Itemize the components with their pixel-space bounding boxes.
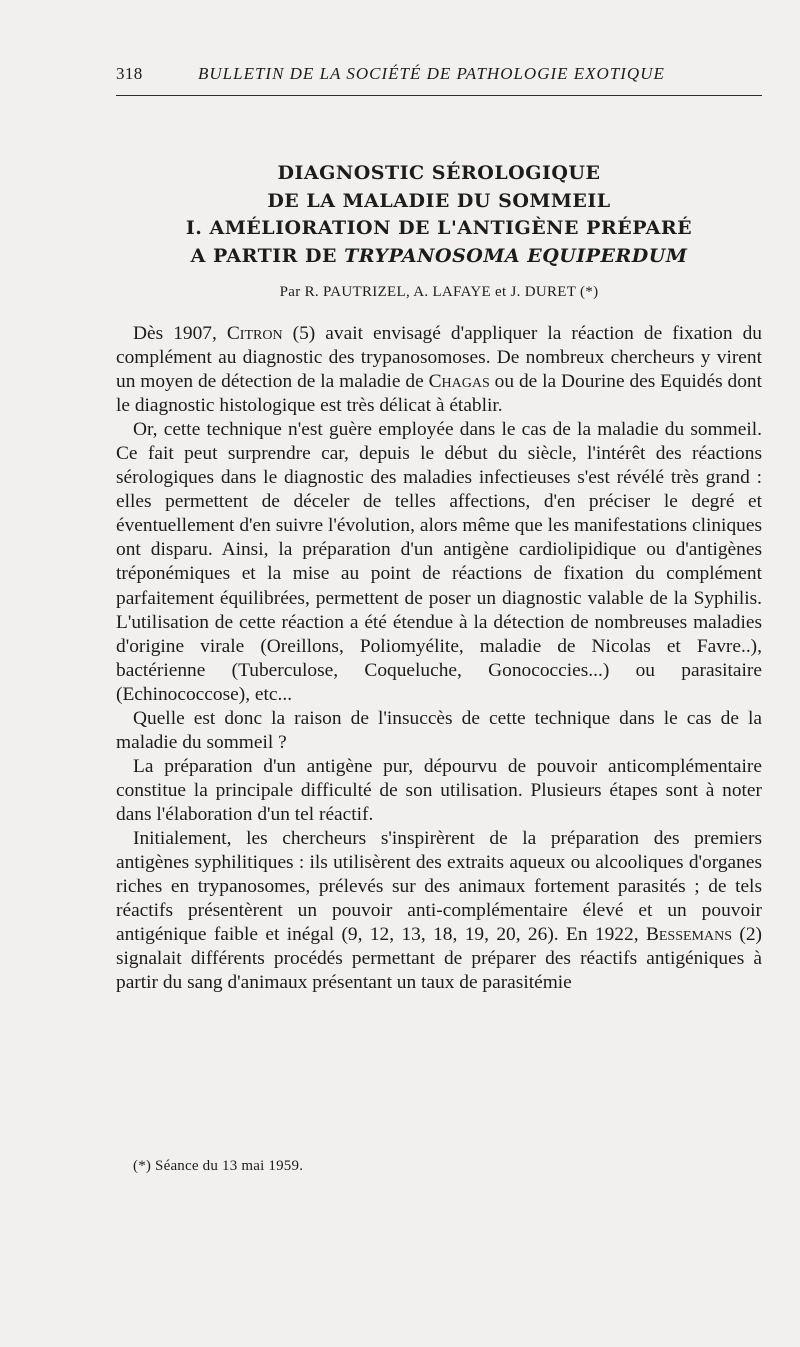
author-name-citron: Citron	[226, 323, 283, 344]
paragraph-5-text-a: Initialement, les chercheurs s'inspirèrent de la préparation des premiers antigènes syphilitiques : ils utilisèrent des extraits aqueux ou alcooliques d'organes riches en trypanosomes, prélevés sur des animaux fortement parasités ; de tels réactifs présentèrent un pouvoir anti-complémentaire élevé et un pouvoir antigénique faible et inégal (9, 12, 13, 18, 19, 20, 26). En 1922,	[116, 827, 762, 946]
article-body	[116, 322, 762, 995]
footnote: (*) Séance du 13 mai 1959.	[133, 1158, 304, 1174]
title-line-3: I. AMÉLIORATION DE L'ANTIGÈNE PRÉPARÉ	[185, 217, 693, 239]
article-title	[116, 160, 762, 270]
title-line-4	[116, 243, 762, 271]
title-line-1: DIAGNOSTIC SÉROLOGIQUE	[277, 162, 601, 184]
paragraph-1-text-c: ou de la Dourine des Equidés dont le diagnostic histologique est très délicat à établir.	[116, 371, 763, 417]
paragraph-1	[116, 322, 762, 418]
author-name-bessemans: Bessemans	[645, 924, 733, 946]
paragraph-3: Quelle est donc la raison de l'insuccès de cette technique dans le cas de la maladie du sommeil ?	[116, 707, 762, 753]
paragraph-2: Or, cette technique n'est guère employée dans le cas de la maladie du sommeil. Ce fait peut surprendre car, depuis le début du siècle, l'intérêt des réactions sérologiques dans le diagnostic des maladies infectieuses s'est révélé très grand : elles permettent de déceler de telles affections, d'en préciser le degré et éventuellement d'en suivre l'évolution, alors même que les manifestations cliniques ont disparu. Ainsi, la préparation d'un antigène cardiolipidique ou d'antigènes tréponémiques et la mise au point de réactions de fixation du complément parfaitement équilibrées, permettent de poser un diagnostic valable de la Syphilis. L'utilisation de cette réaction a été étendue à la détection de nombreuses maladies d'origine virale (Oreillons, Poliomyélite, maladie de Nicolas et Favre..), bactérienne (Tuberculose, Coqueluche, Gonococcies...) ou parasitaire (Echinococcose), etc...	[116, 419, 762, 705]
paragraph-5-text-b: (2) signalait différents procédés permettant de préparer des réactifs antigéniques à partir du sang d'animaux présentant un taux de parasitémie	[116, 924, 763, 994]
paragraph-1-text-b: (5) avait envisagé d'appliquer la réaction de fixation du complément au diagnostic des trypanosomoses. De nombreux chercheurs y virent un moyen de détection de la maladie de	[116, 323, 762, 393]
paragraph-1-text-a: Dès 1907,	[133, 323, 227, 344]
paragraph-5	[116, 827, 762, 995]
header-rule	[116, 95, 762, 96]
title-line-4-prefix: A PARTIR DE	[190, 244, 345, 267]
page-number: 318	[116, 64, 143, 83]
author-line: Par R. PAUTRIZEL, A. LAFAYE et J. DURET (*)	[279, 284, 599, 300]
paragraph-4: La préparation d'un antigène pur, dépourvu de pouvoir anticomplémentaire constitue la principale difficulté de son utilisation. Plusieurs étapes sont à noter dans l'élaboration d'un tel réactif.	[116, 755, 762, 825]
title-species-name: TRYPANOSOMA EQUIPERDUM	[344, 244, 688, 267]
running-head	[116, 64, 762, 88]
journal-title: BULLETIN DE LA SOCIÉTÉ DE PATHOLOGIE EXOTIQUE	[198, 64, 665, 83]
author-name-chagas: Chagas	[428, 371, 490, 393]
title-line-2: DE LA MALADIE DU SOMMEIL	[267, 189, 611, 212]
